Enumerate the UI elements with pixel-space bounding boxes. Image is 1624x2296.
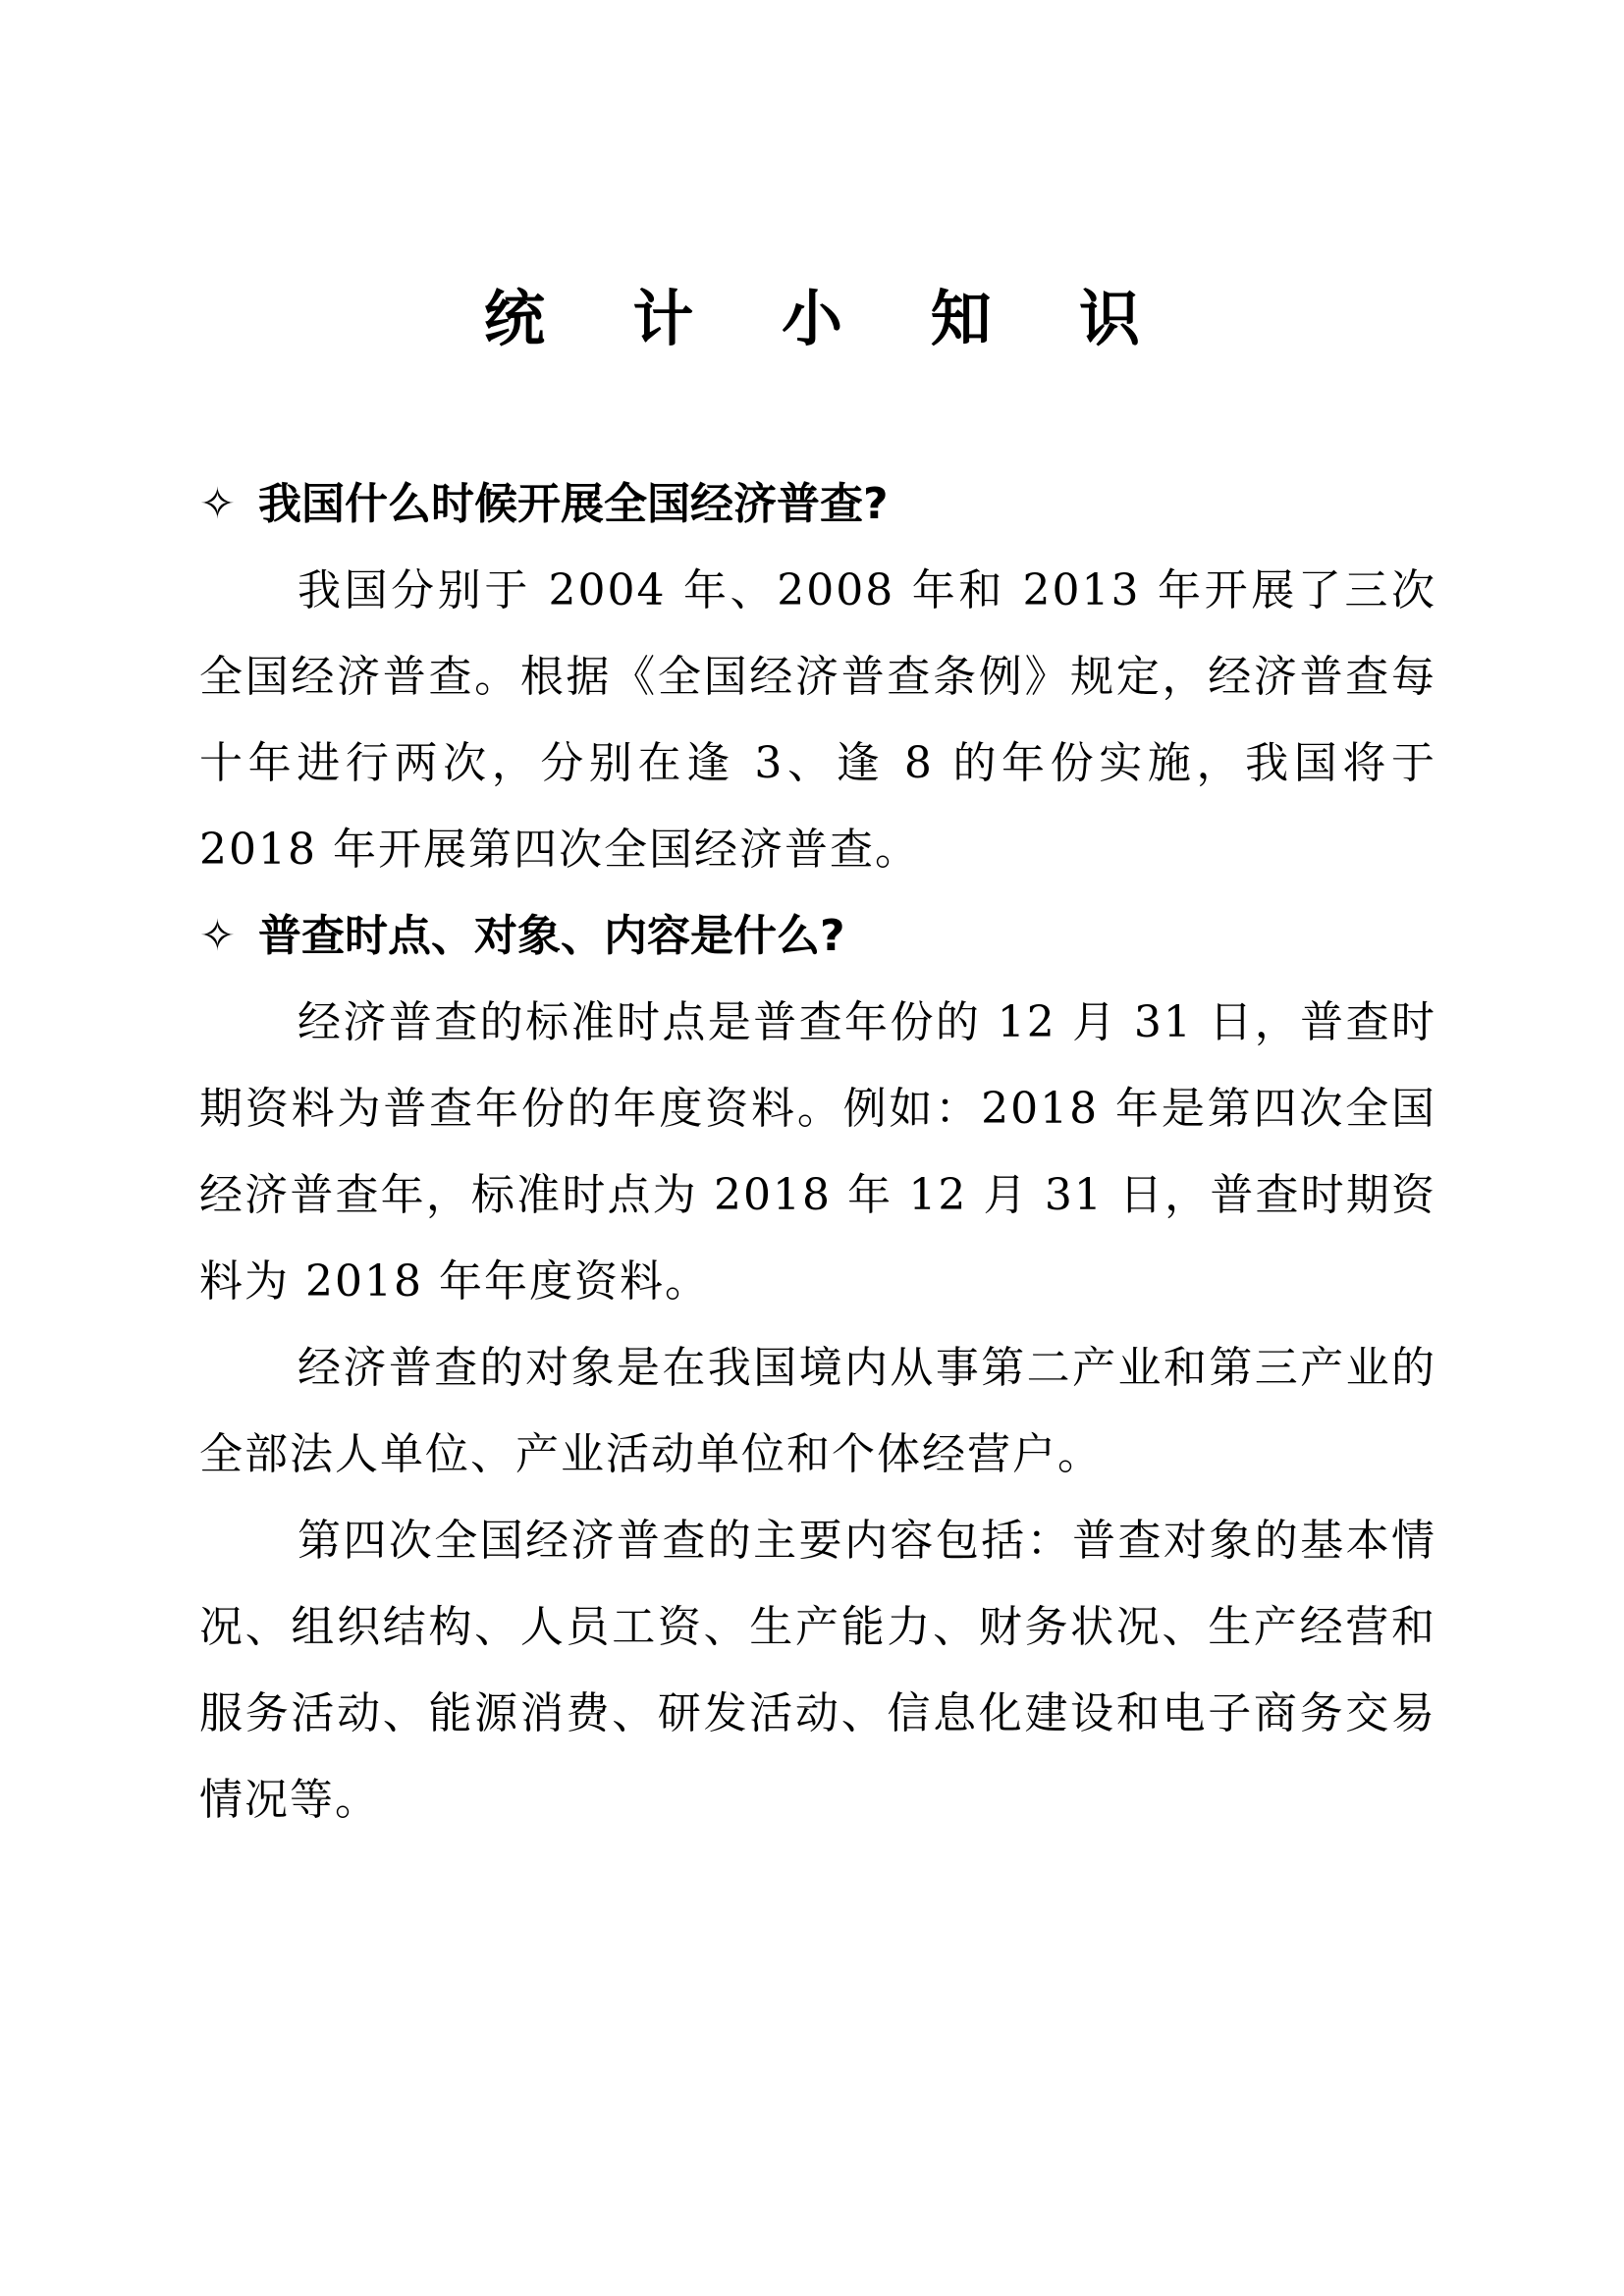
diamond-bullet-icon: ✧: [199, 479, 236, 529]
section-heading: [199, 893, 1436, 980]
diamond-bullet-icon: ✧: [199, 911, 236, 961]
page-title: 统 计 小 知 识: [483, 283, 1174, 354]
section-heading-text: 我国什么时候开展全国经济普查?: [258, 479, 889, 529]
paragraph: 经济普查的对象是在我国境内从事第二产业和第三产业的全部法人单位、产业活动单位和个体经营户。: [199, 1343, 1436, 1479]
section-heading: [199, 461, 1436, 548]
paragraph: 第四次全国经济普查的主要内容包括：普查对象的基本情况、组织结构、人员工资、生产能力、财务状况、生产经营和服务活动、能源消费、研发活动、信息化建设和电子商务交易情况等。: [199, 1516, 1436, 1825]
paragraph: 我国分别于 2004 年、2008 年和 2013 年开展了三次全国经济普查。根据《全国经济普查条例》规定，经济普查每十年进行两次，分别在逢 3、逢 8 的年份实施，我国将于 2018 年开展第四次全国经济普查。: [199, 565, 1436, 875]
document-body: [199, 461, 1436, 1843]
section-heading-text: 普查时点、对象、内容是什么?: [258, 911, 845, 961]
paragraph: 经济普查的标准时点是普查年份的 12 月 31 日，普查时期资料为普查年份的年度资料。例如：2018 年是第四次全国经济普查年，标准时点为 2018 年 12 月 31 日，普查时期资料为 2018 年年度资料。: [199, 997, 1436, 1307]
